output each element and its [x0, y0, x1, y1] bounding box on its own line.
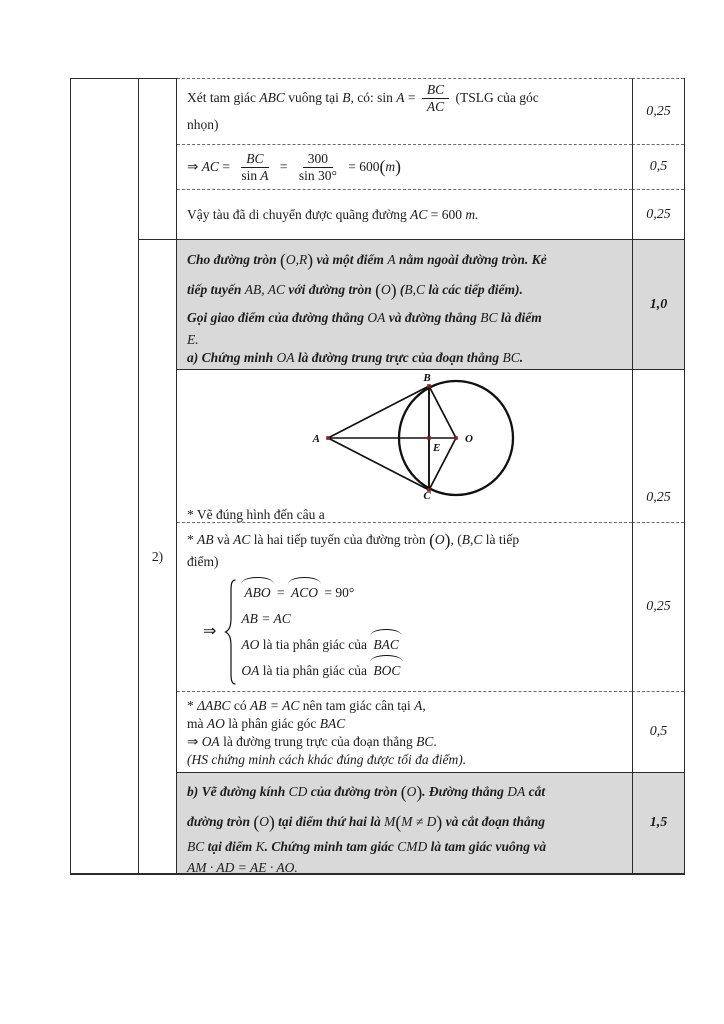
- point-a: [326, 436, 330, 440]
- statement-line-2: tiếp tuyến AB, AC với đường tròn (O) (B,C là các tiếp điểm).: [187, 279, 523, 300]
- system-line-1: ABO = ACO = 90°: [241, 580, 403, 606]
- point-label-b: B: [423, 372, 431, 384]
- step-3-conclusion: Vậy tàu đã di chuyển được quãng đường AC = 600 m.: [187, 207, 479, 223]
- figure-cell: [177, 370, 632, 523]
- step-7-line-3: ⇒ OA là đường trung trực của đoạn thẳng BC.: [187, 734, 437, 749]
- fraction-300-sin30: $\frac{300}{\sin 30^\circ}$: [298, 150, 337, 183]
- point-label-c: C: [423, 490, 431, 499]
- score-cell-1: 0,25: [632, 78, 684, 145]
- system-line-3: AO là tia phân giác của BAC: [241, 632, 403, 658]
- angle-boc: BOC: [370, 658, 403, 684]
- angle-abo: ABO: [241, 580, 273, 606]
- step-7-line-1: * ΔABC có AB = AC nên tam giác cân tại A,: [187, 698, 426, 713]
- score-cell-4: 1,0: [632, 240, 684, 370]
- step-7-note: (HS chứng minh cách khác đúng được tối đa điểm).: [187, 752, 467, 767]
- implies-arrow: ⇒: [203, 623, 217, 641]
- solution-step-3: [177, 190, 632, 240]
- part-label: 2): [151, 548, 164, 564]
- score-cell-7: 0,5: [632, 692, 684, 773]
- circle-tangent-diagram: [187, 372, 642, 499]
- system-brace: [224, 578, 237, 686]
- score-cell-6: 0,25: [632, 523, 684, 692]
- system-line-4: OA là tia phân giác của BOC: [241, 658, 403, 684]
- score-cell-5: 0,25: [632, 370, 684, 523]
- step-1-line-1: Xét tam giác ABC vuông tại B, có: sin A = $\frac{BC}{AC}$ (TSLG của góc: [187, 82, 539, 115]
- step-6-line-1: * AB và AC là hai tiếp tuyến của đường tròn (O), (B,C là tiếp: [187, 529, 520, 550]
- step-6-line-2: điểm): [187, 554, 219, 569]
- step-1-line-2: nhọn): [187, 117, 219, 133]
- question-number-cell: [71, 78, 139, 873]
- statement-b-line-2: đường tròn (O) tại điểm thứ hai là M(M ≠ D) và cắt đoạn thẳng: [187, 811, 546, 832]
- statement-b-line-3: BC tại điểm K. Chứng minh tam giác CMD là tam giác vuông và: [187, 839, 547, 854]
- solution-step-7: [177, 692, 632, 773]
- statement-line-4: E.: [187, 332, 199, 347]
- problem-statement-2b: [177, 773, 632, 873]
- geometry-figure: [187, 372, 642, 505]
- point-label-a: A: [312, 433, 320, 445]
- point-o: [454, 436, 458, 440]
- point-e: [427, 436, 431, 440]
- tangent-ab: [328, 386, 429, 438]
- step-2-equation: ⇒ AC = $\frac{BC}{\text{sin A}}$ = $\frac{300}{\sin 30^\circ}$ = 600(m): [187, 150, 401, 183]
- solution-step-2: [177, 145, 632, 190]
- angle-bac: BAC: [370, 632, 402, 658]
- point-label-e: E: [433, 442, 441, 454]
- angle-aco: ACO: [288, 580, 321, 606]
- statement-line-1: Cho đường tròn (O,R) và một điểm A nằm ngoài đường tròn. Kẻ: [187, 249, 547, 270]
- solution-step-1: [177, 78, 632, 145]
- step-7-line-2: mà AO là phân giác góc BAC: [187, 716, 346, 731]
- score-cell-3: 0,25: [632, 190, 684, 240]
- problem-statement-2a: [177, 240, 632, 370]
- radius-ob: [429, 386, 456, 438]
- figure-caption: * Vẽ đúng hình đến câu a: [187, 506, 325, 522]
- statement-b-line-1: b) Vẽ đường kính CD của đường tròn (O). Đường thẳng DA cắt: [187, 781, 546, 802]
- point-b: [427, 384, 431, 388]
- statement-line-5: a) Chứng minh OA là đường trung trực của đoạn thẳng BC.: [187, 350, 524, 365]
- statement-line-3: Gọi giao điểm của đường thẳng OA và đường thẳng BC là điểm: [187, 310, 542, 325]
- score-cell-2: 0,5: [632, 145, 684, 190]
- solution-step-6: [177, 523, 632, 692]
- score-cell-8: 1,5: [632, 773, 684, 873]
- statement-b-line-4: AM · AD = AE · AO.: [187, 860, 298, 875]
- system-line-2: AB = AC: [241, 611, 291, 626]
- fraction-bc-ac: $\frac{BC}{AC}$: [422, 82, 449, 115]
- equation-system: [203, 578, 622, 686]
- part-number-empty-cell: [139, 78, 177, 240]
- system-lines: [241, 580, 403, 684]
- part-number-cell: [139, 240, 177, 873]
- fraction-bc-sina: $\frac{BC}{\text{sin A}}$: [241, 150, 269, 183]
- point-label-o: O: [465, 433, 473, 445]
- scoring-table: [70, 78, 685, 875]
- tangent-ac: [328, 438, 429, 490]
